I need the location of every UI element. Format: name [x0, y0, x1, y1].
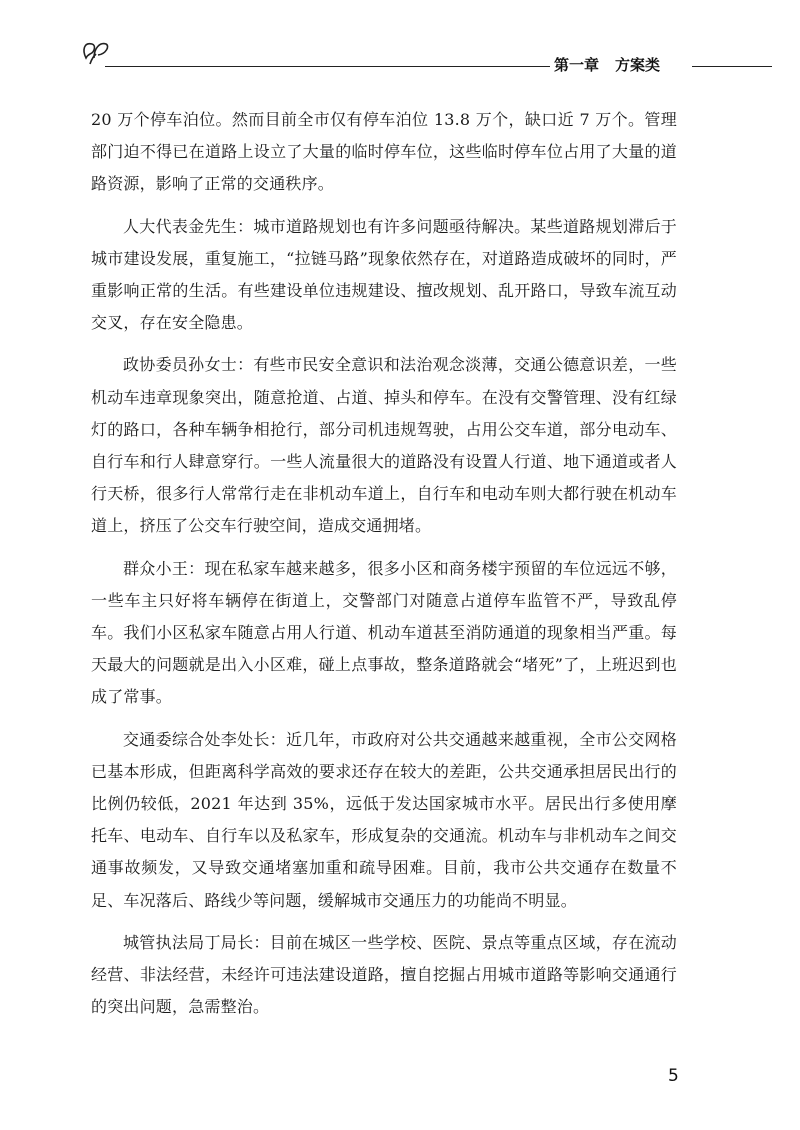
paragraph-director-ding: 城管执法局丁局长：目前在城区一些学校、医院、景点等重点区域，存在流动经营、非法经营，未经许可违法建设道路，擅自挖掘占用城市道路等影响交通通行的突出问题，急需整治。 [91, 932, 677, 1017]
body-text [91, 104, 677, 1033]
section-label: 方案类 [615, 56, 661, 74]
paragraph-continuation: 20 万个停车泊位。然而目前全市仅有停车泊位 13.8 万个，缺口近 7 万个。管理部门迫不得已在道路上设立了大量的临时停车位，这些临时停车位占用了大量的道路资源，影响了正常的交通秩序。 [91, 110, 677, 194]
header-rule-right [692, 66, 772, 67]
paragraph-director-li: 交通委综合处李处长：近几年，市政府对公共交通越来越重视，全市公交网格已基本形成，但距离科学高效的要求还存在较大的差距，公共交通承担居民出行的比例仍较低，2021 年达到 35%，远低于发达国家城市水平。居民出行多使用摩托车、电动车、自行车以及私家车，形成复杂的交通流。机动车与非机动车之间交通事故频发，又导致交通堵塞加重和疏导困难。目前，我市公共交通存在数量不足、车况落后、路线少等问题，缓解城市交通压力的功能尚不明显。 [91, 729, 677, 910]
running-head [554, 54, 688, 75]
header-rule-left [105, 66, 550, 67]
paragraph-citizen-wang: 群众小王：现在私家车越来越多，很多小区和商务楼宇预留的车位远远不够，一些车主只好将车辆停在街道上，交警部门对随意占道停车监管不严，导致乱停车。我们小区私家车随意占用人行道、机动车道甚至消防通道的现象相当严重。每天最大的问题就是出入小区难，碰上点事故，整条道路就会“堵死”了，上班迟到也成了常事。 [91, 558, 677, 707]
page-header [0, 0, 800, 90]
chapter-label: 第一章 [554, 56, 600, 74]
paragraph-deputy-jin: 人大代表金先生：城市道路规划也有许多问题亟待解决。某些道路规划滞后于城市建设发展，重复施工，“拉链马路”现象依然存在，对道路造成破坏的同时，严重影响正常的生活。有些建设单位违规建设、擅改规划、乱开路口，导致车流互动交叉，存在安全隐患。 [91, 216, 677, 333]
sprout-leaf-icon [80, 36, 112, 66]
page-number: 5 [668, 1066, 679, 1086]
paragraph-member-sun: 政协委员孙女士：有些市民安全意识和法治观念淡薄，交通公德意识差，一些机动车违章现象突出，随意抢道、占道、掉头和停车。在没有交警管理、没有红绿灯的路口，各种车辆争相抢行，部分司机违规驾驶，占用公交车道，部分电动车、自行车和行人肆意穿行。一些人流量很大的道路没有设置人行道、地下通道或者人行天桥，很多行人常常行走在非机动车道上，自行车和电动车则大都行驶在机动车道上，挤压了公交车行驶空间，造成交通拥堵。 [91, 355, 677, 536]
